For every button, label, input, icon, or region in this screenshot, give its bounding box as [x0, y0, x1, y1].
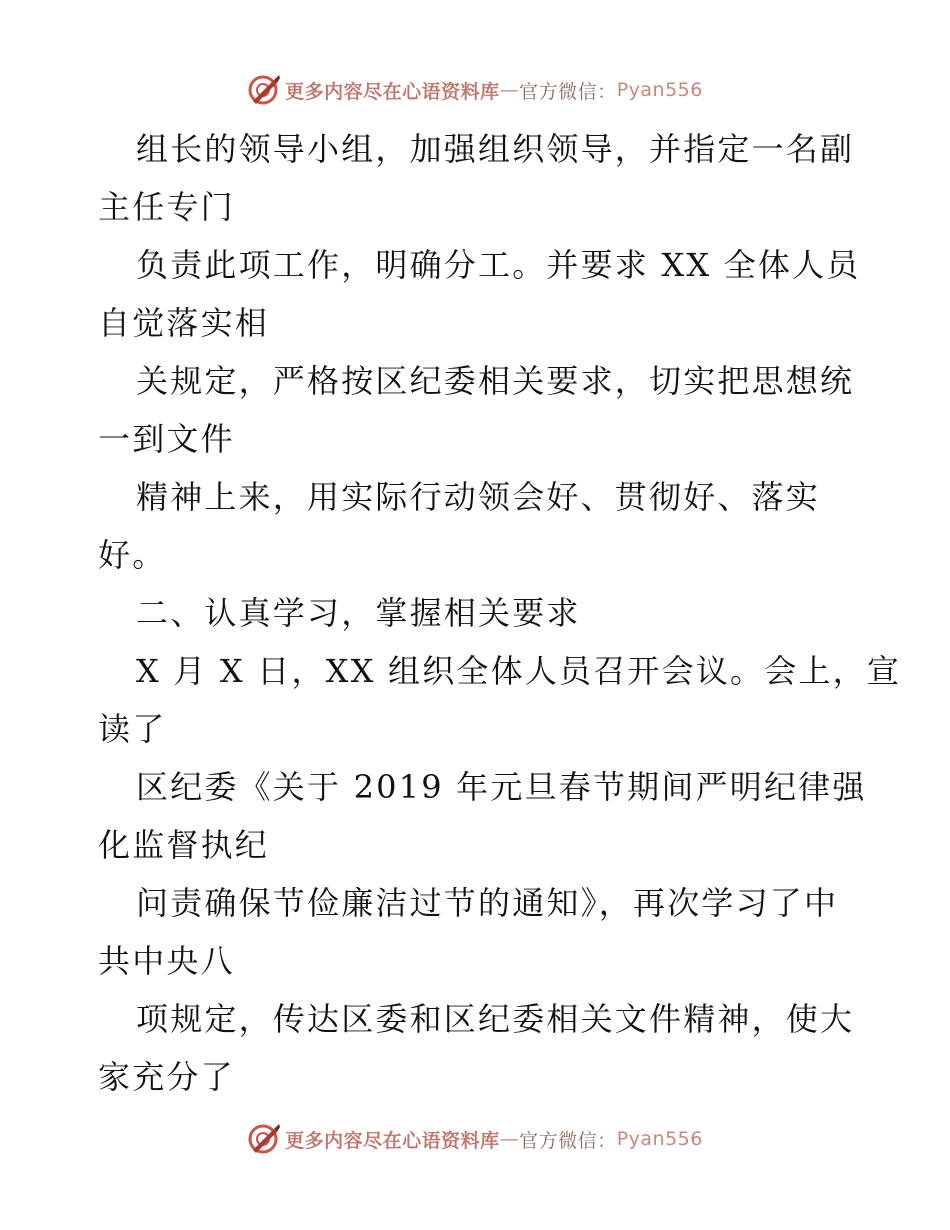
watermark-wechat-id: Pyan556 — [616, 1128, 703, 1150]
text-line: 问责确保节俭廉洁过节的通知》，再次学习了中 — [136, 884, 839, 922]
pen-logo-icon — [247, 1122, 281, 1156]
document-body — [98, 120, 902, 1106]
text-line: 主任专门 — [98, 188, 235, 226]
text-line: 精神上来，用实际行动领会好、贯彻好、落实 — [136, 478, 821, 516]
text-line: 关规定，严格按区纪委相关要求，切实把思想统 — [136, 362, 855, 400]
text-line: 读了 — [98, 710, 167, 748]
watermark-separator: — — [499, 1128, 520, 1150]
watermark-site-text: 更多内容尽在心语资料库 — [285, 80, 500, 103]
watermark-label: 官方微信： — [519, 1129, 617, 1152]
section-heading: 二、认真学习，掌握相关要求 — [136, 594, 581, 632]
text-line: 负责此项工作，明确分工。并要求 XX 全体人员 — [136, 246, 861, 284]
text-line: 家充分了 — [98, 1058, 235, 1096]
text-line: 共中央八 — [98, 942, 235, 980]
watermark-separator: — — [499, 79, 520, 101]
text-line: 化监督执纪 — [98, 826, 270, 864]
text-line: 区纪委《关于 2019 年元旦春节期间严明纪律强 — [136, 768, 867, 806]
text-line: X 月 X 日，XX 组织全体人员召开会议。会上，宣 — [136, 652, 902, 690]
text-line: 自觉落实相 — [98, 304, 270, 342]
text-line: 一到文件 — [98, 420, 235, 458]
watermark-wechat-id: Pyan556 — [616, 79, 703, 101]
header-watermark — [0, 70, 950, 110]
text-line: 组长的领导小组，加强组织领导，并指定一名副 — [136, 130, 855, 168]
pen-logo-icon — [247, 73, 281, 107]
watermark-label: 官方微信： — [519, 80, 617, 103]
text-line: 好。 — [98, 536, 167, 574]
text-line: 项规定，传达区委和区纪委相关文件精神，使大 — [136, 1000, 855, 1038]
watermark-site-text: 更多内容尽在心语资料库 — [285, 1129, 500, 1152]
footer-watermark — [0, 1119, 950, 1159]
